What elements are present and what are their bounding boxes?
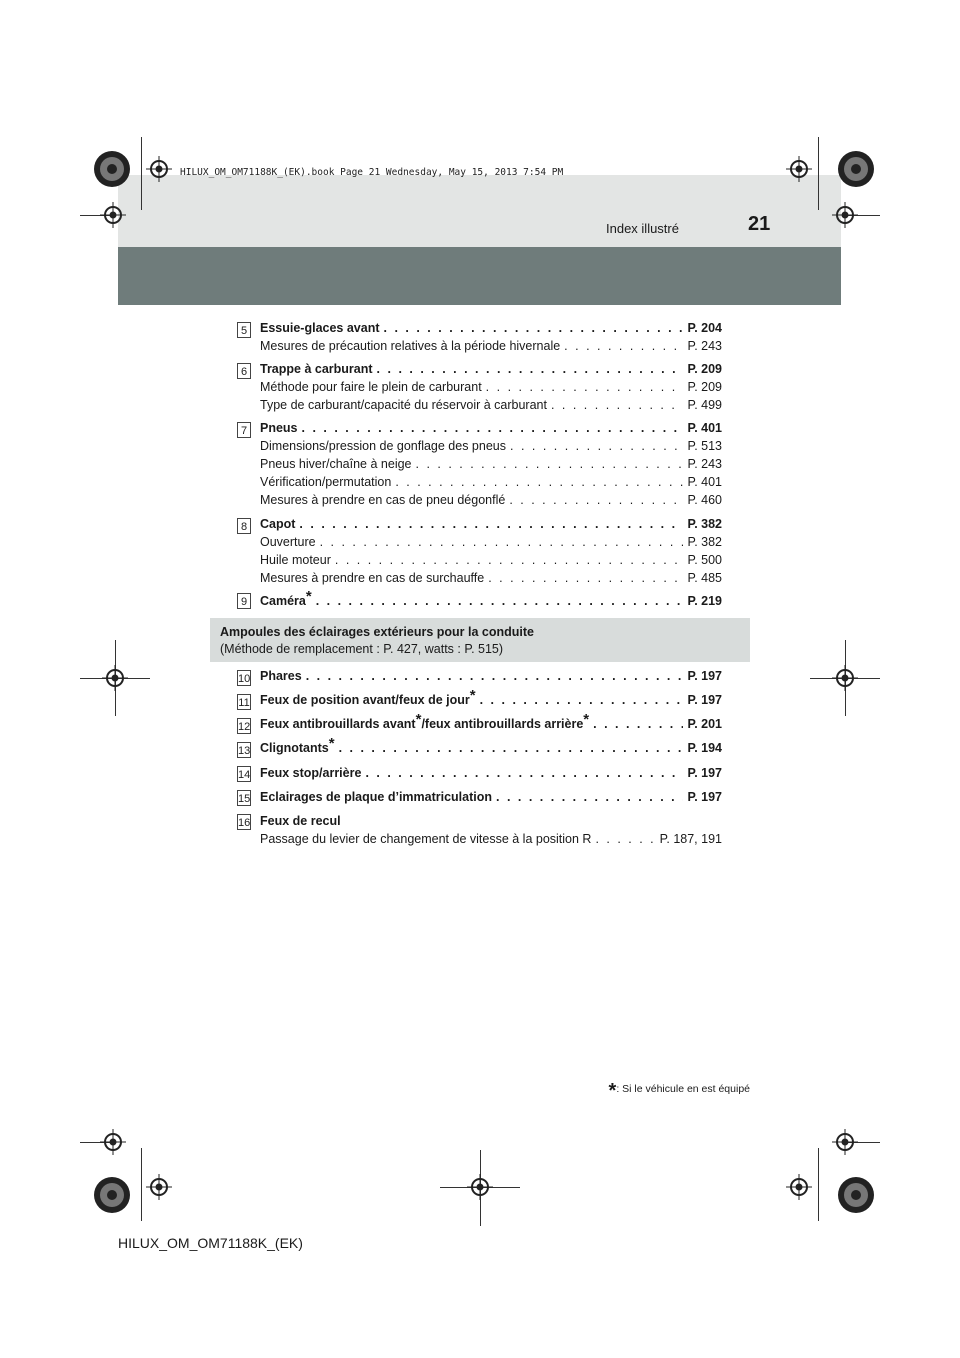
asterisk-mark: * <box>469 687 476 704</box>
subheading-subtitle: (Méthode de remplacement : P. 427, watts : P. 515) <box>220 642 504 656</box>
crosshair-icon <box>786 1174 812 1200</box>
item-number-badge: 13 <box>237 742 251 758</box>
item-number-badge: 12 <box>237 718 251 734</box>
index-entry: Phares . . . P. 197 <box>260 668 722 684</box>
asterisk-mark: * <box>415 711 422 728</box>
registration-target-icon <box>826 1165 886 1225</box>
crosshair-icon <box>786 156 812 182</box>
registration-target-icon <box>826 139 886 199</box>
registration-target-icon <box>82 1165 142 1225</box>
index-entry: Feux de recul <box>260 814 341 828</box>
crosshair-icon <box>146 1174 172 1200</box>
crosshair-icon <box>832 202 858 228</box>
item-number-badge: 15 <box>237 790 251 806</box>
asterisk-mark: * <box>328 735 335 752</box>
asterisk-mark: * <box>608 1080 617 1102</box>
index-subentry: Mesures à prendre en cas de pneu dégonflé . . . P. 460 <box>260 492 722 508</box>
index-entry: Feux stop/arrière . . . P. 197 <box>260 765 722 781</box>
index-entry: Essuie-glaces avant . . . P. 204 <box>260 320 722 336</box>
item-number-badge: 9 <box>237 593 251 609</box>
item-number-badge: 6 <box>237 363 251 379</box>
item-number-badge: 14 <box>237 766 251 782</box>
footnote: *: Si le véhicule en est équipé <box>608 1080 750 1102</box>
index-entry: Capot . . . P. 382 <box>260 516 722 532</box>
footer-code: HILUX_OM_OM71188K_(EK) <box>118 1235 303 1251</box>
index-entry: Pneus . . . P. 401 <box>260 420 722 436</box>
registration-target-icon <box>82 139 142 199</box>
asterisk-mark: * <box>583 711 590 728</box>
index-subentry: Pneus hiver/chaîne à neige . . . P. 243 <box>260 456 722 472</box>
section-title: Index illustré <box>606 221 679 236</box>
index-subentry: Huile moteur . . . P. 500 <box>260 552 722 568</box>
item-number-badge: 11 <box>237 694 251 710</box>
index-subentry: Passage du levier de changement de vitesse à la position R . . . P. 187, 191 <box>260 831 722 847</box>
index-subentry: Vérification/permutation . . . P. 401 <box>260 474 722 490</box>
header-band <box>118 175 841 247</box>
item-number-badge: 5 <box>237 322 251 338</box>
item-number-badge: 16 <box>237 814 251 830</box>
asterisk-mark: * <box>305 588 312 605</box>
crosshair-icon <box>102 665 128 691</box>
index-entry: Feux antibrouillards avant*/feux antibrouillards arrière* . . . P. 201 <box>260 716 722 732</box>
index-entry: Caméra* . . . P. 219 <box>260 593 722 609</box>
index-entry: Trappe à carburant . . . P. 209 <box>260 361 722 377</box>
subheading-title: Ampoules des éclairages extérieurs pour la conduite <box>220 625 534 639</box>
book-stamp: HILUX_OM_OM71188K_(EK).book Page 21 Wednesday, May 15, 2013 7:54 PM <box>180 167 564 178</box>
index-subentry: Méthode pour faire le plein de carburant . . . P. 209 <box>260 379 722 395</box>
index-entry: Feux de position avant/feux de jour* . . . P. 197 <box>260 692 722 708</box>
item-number-badge: 7 <box>237 422 251 438</box>
item-number-badge: 8 <box>237 518 251 534</box>
crosshair-icon <box>100 202 126 228</box>
index-subentry: Ouverture . . . P. 382 <box>260 534 722 550</box>
crosshair-icon <box>832 1129 858 1155</box>
page-number: 21 <box>748 213 771 235</box>
subheading-box <box>210 618 750 662</box>
crosshair-icon <box>100 1129 126 1155</box>
index-subentry: Mesures de précaution relatives à la période hivernale . . . P. 243 <box>260 338 722 354</box>
index-subentry: Type de carburant/capacité du réservoir à carburant . . . P. 499 <box>260 397 722 413</box>
crosshair-icon <box>146 156 172 182</box>
item-number-badge: 10 <box>237 670 251 686</box>
header-dark-band <box>118 247 841 305</box>
index-subentry: Mesures à prendre en cas de surchauffe . . . P. 485 <box>260 570 722 586</box>
index-subentry: Dimensions/pression de gonflage des pneus . . . P. 513 <box>260 438 722 454</box>
crosshair-icon <box>467 1174 493 1200</box>
crosshair-icon <box>832 665 858 691</box>
index-entry: Eclairages de plaque d’immatriculation . . . P. 197 <box>260 789 722 805</box>
index-entry: Clignotants* . . . P. 194 <box>260 740 722 756</box>
